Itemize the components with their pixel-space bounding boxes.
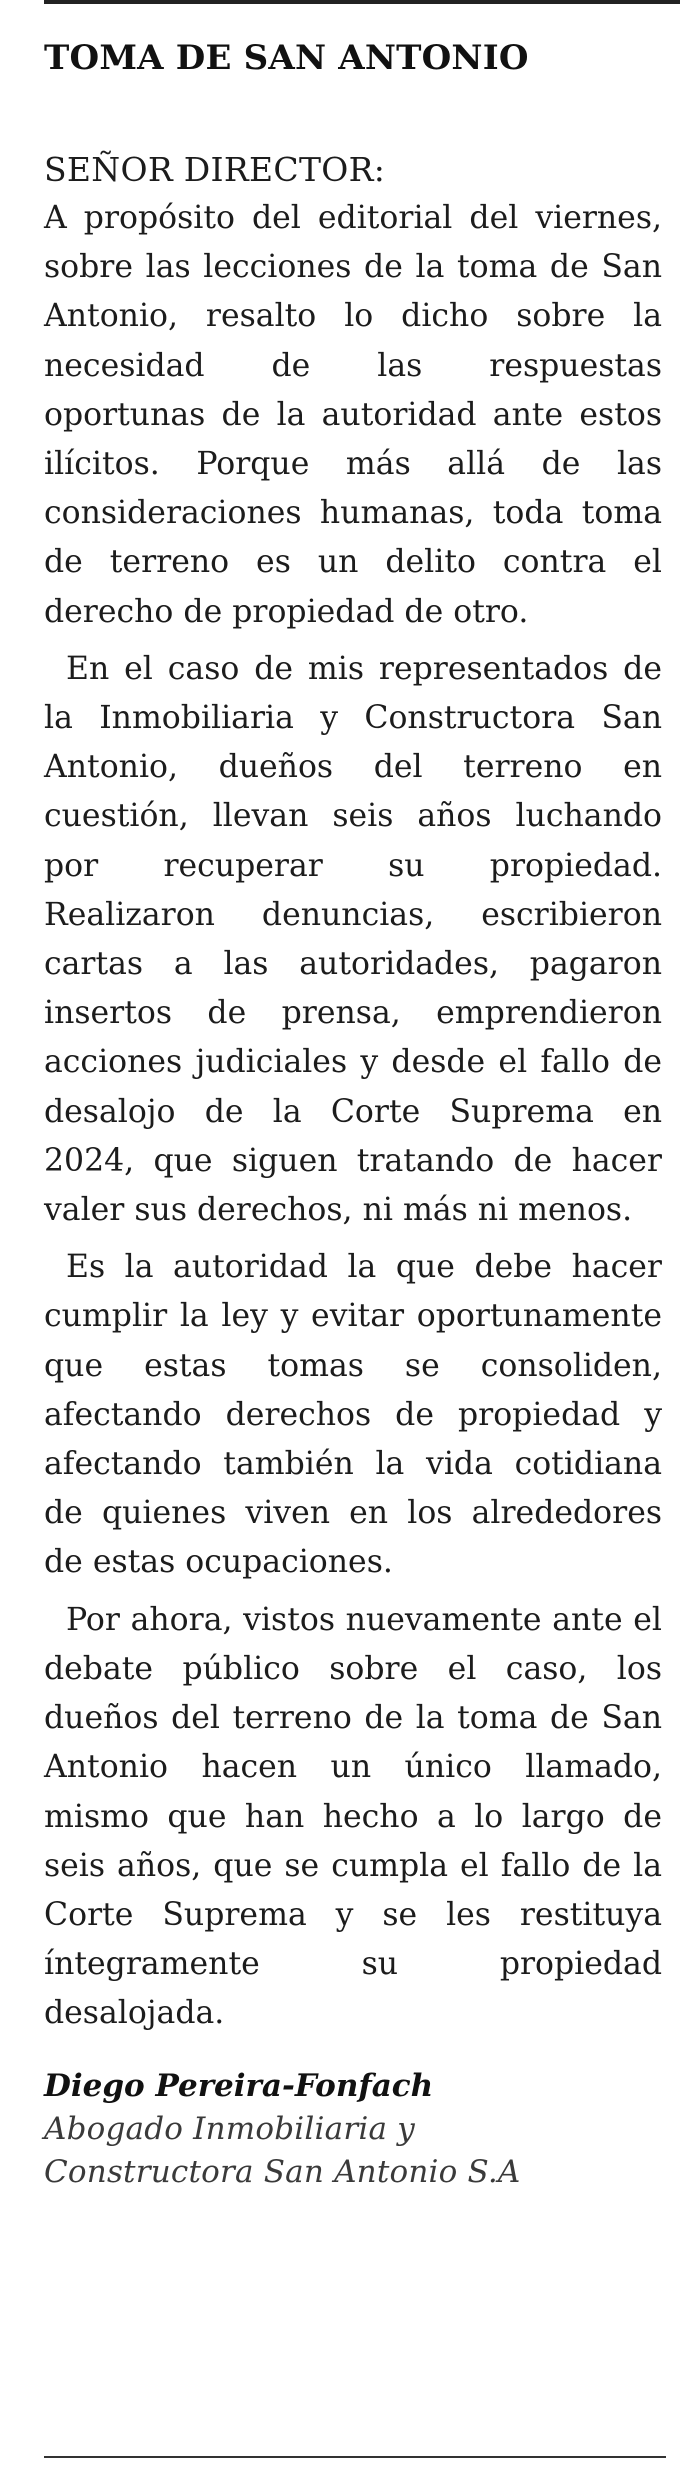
letter-paragraph-3: Es la autoridad la que debe hacer cumplir la ley y evitar oportunamente que estas tomas se consoliden, afectando derechos de propiedad y afectando también la vida cotidiana de quienes viven en los alrededores de estas ocupaciones. xyxy=(44,1249,662,1581)
top-divider xyxy=(44,0,680,4)
author-name: Diego Pereira-Fonfach xyxy=(44,2068,434,2104)
letter-salutation: SEÑOR DIRECTOR: xyxy=(44,150,386,189)
author-role-line-1: Abogado Inmobiliaria y xyxy=(44,2111,415,2147)
letter-paragraph-1: A propósito del editorial del viernes, sobre las lecciones de la toma de San Antonio, resalto lo dicho sobre la necesidad de las respuestas oportunas de la autoridad ante estos ilícitos. Porque más allá de las consideraciones humanas, toda toma de terreno es un delito contra el derecho de propiedad de otro. xyxy=(44,200,662,630)
letter-paragraph-2: En el caso de mis representados de la Inmobiliaria y Constructora San Antonio, dueños del terreno en cuestión, llevan seis años luchando por recuperar su propiedad. Realizaron denuncias, escribieron cartas a las autoridades, pagaron insertos de prensa, emprendieron acciones judiciales y desde el fallo de desalojo de la Corte Suprema en 2024, que siguen tratando de hacer valer sus derechos, ni más ni menos. xyxy=(44,650,662,1229)
letter-paragraph-4: Por ahora, vistos nuevamente ante el debate público sobre el caso, los dueños del terreno de la toma de San Antonio hacen un único llamado, mismo que han hecho a lo largo de seis años, que se cumpla el fallo de la Corte Suprema y se les restituya íntegramente su propiedad desalojada. xyxy=(44,1601,662,2032)
letter-signature xyxy=(44,2065,644,2194)
bottom-divider xyxy=(44,2456,666,2458)
author-role-line-2: Constructora San Antonio S.A xyxy=(44,2154,521,2190)
letter-headline: TOMA DE SAN ANTONIO xyxy=(44,38,529,78)
letter-body xyxy=(44,194,662,2039)
